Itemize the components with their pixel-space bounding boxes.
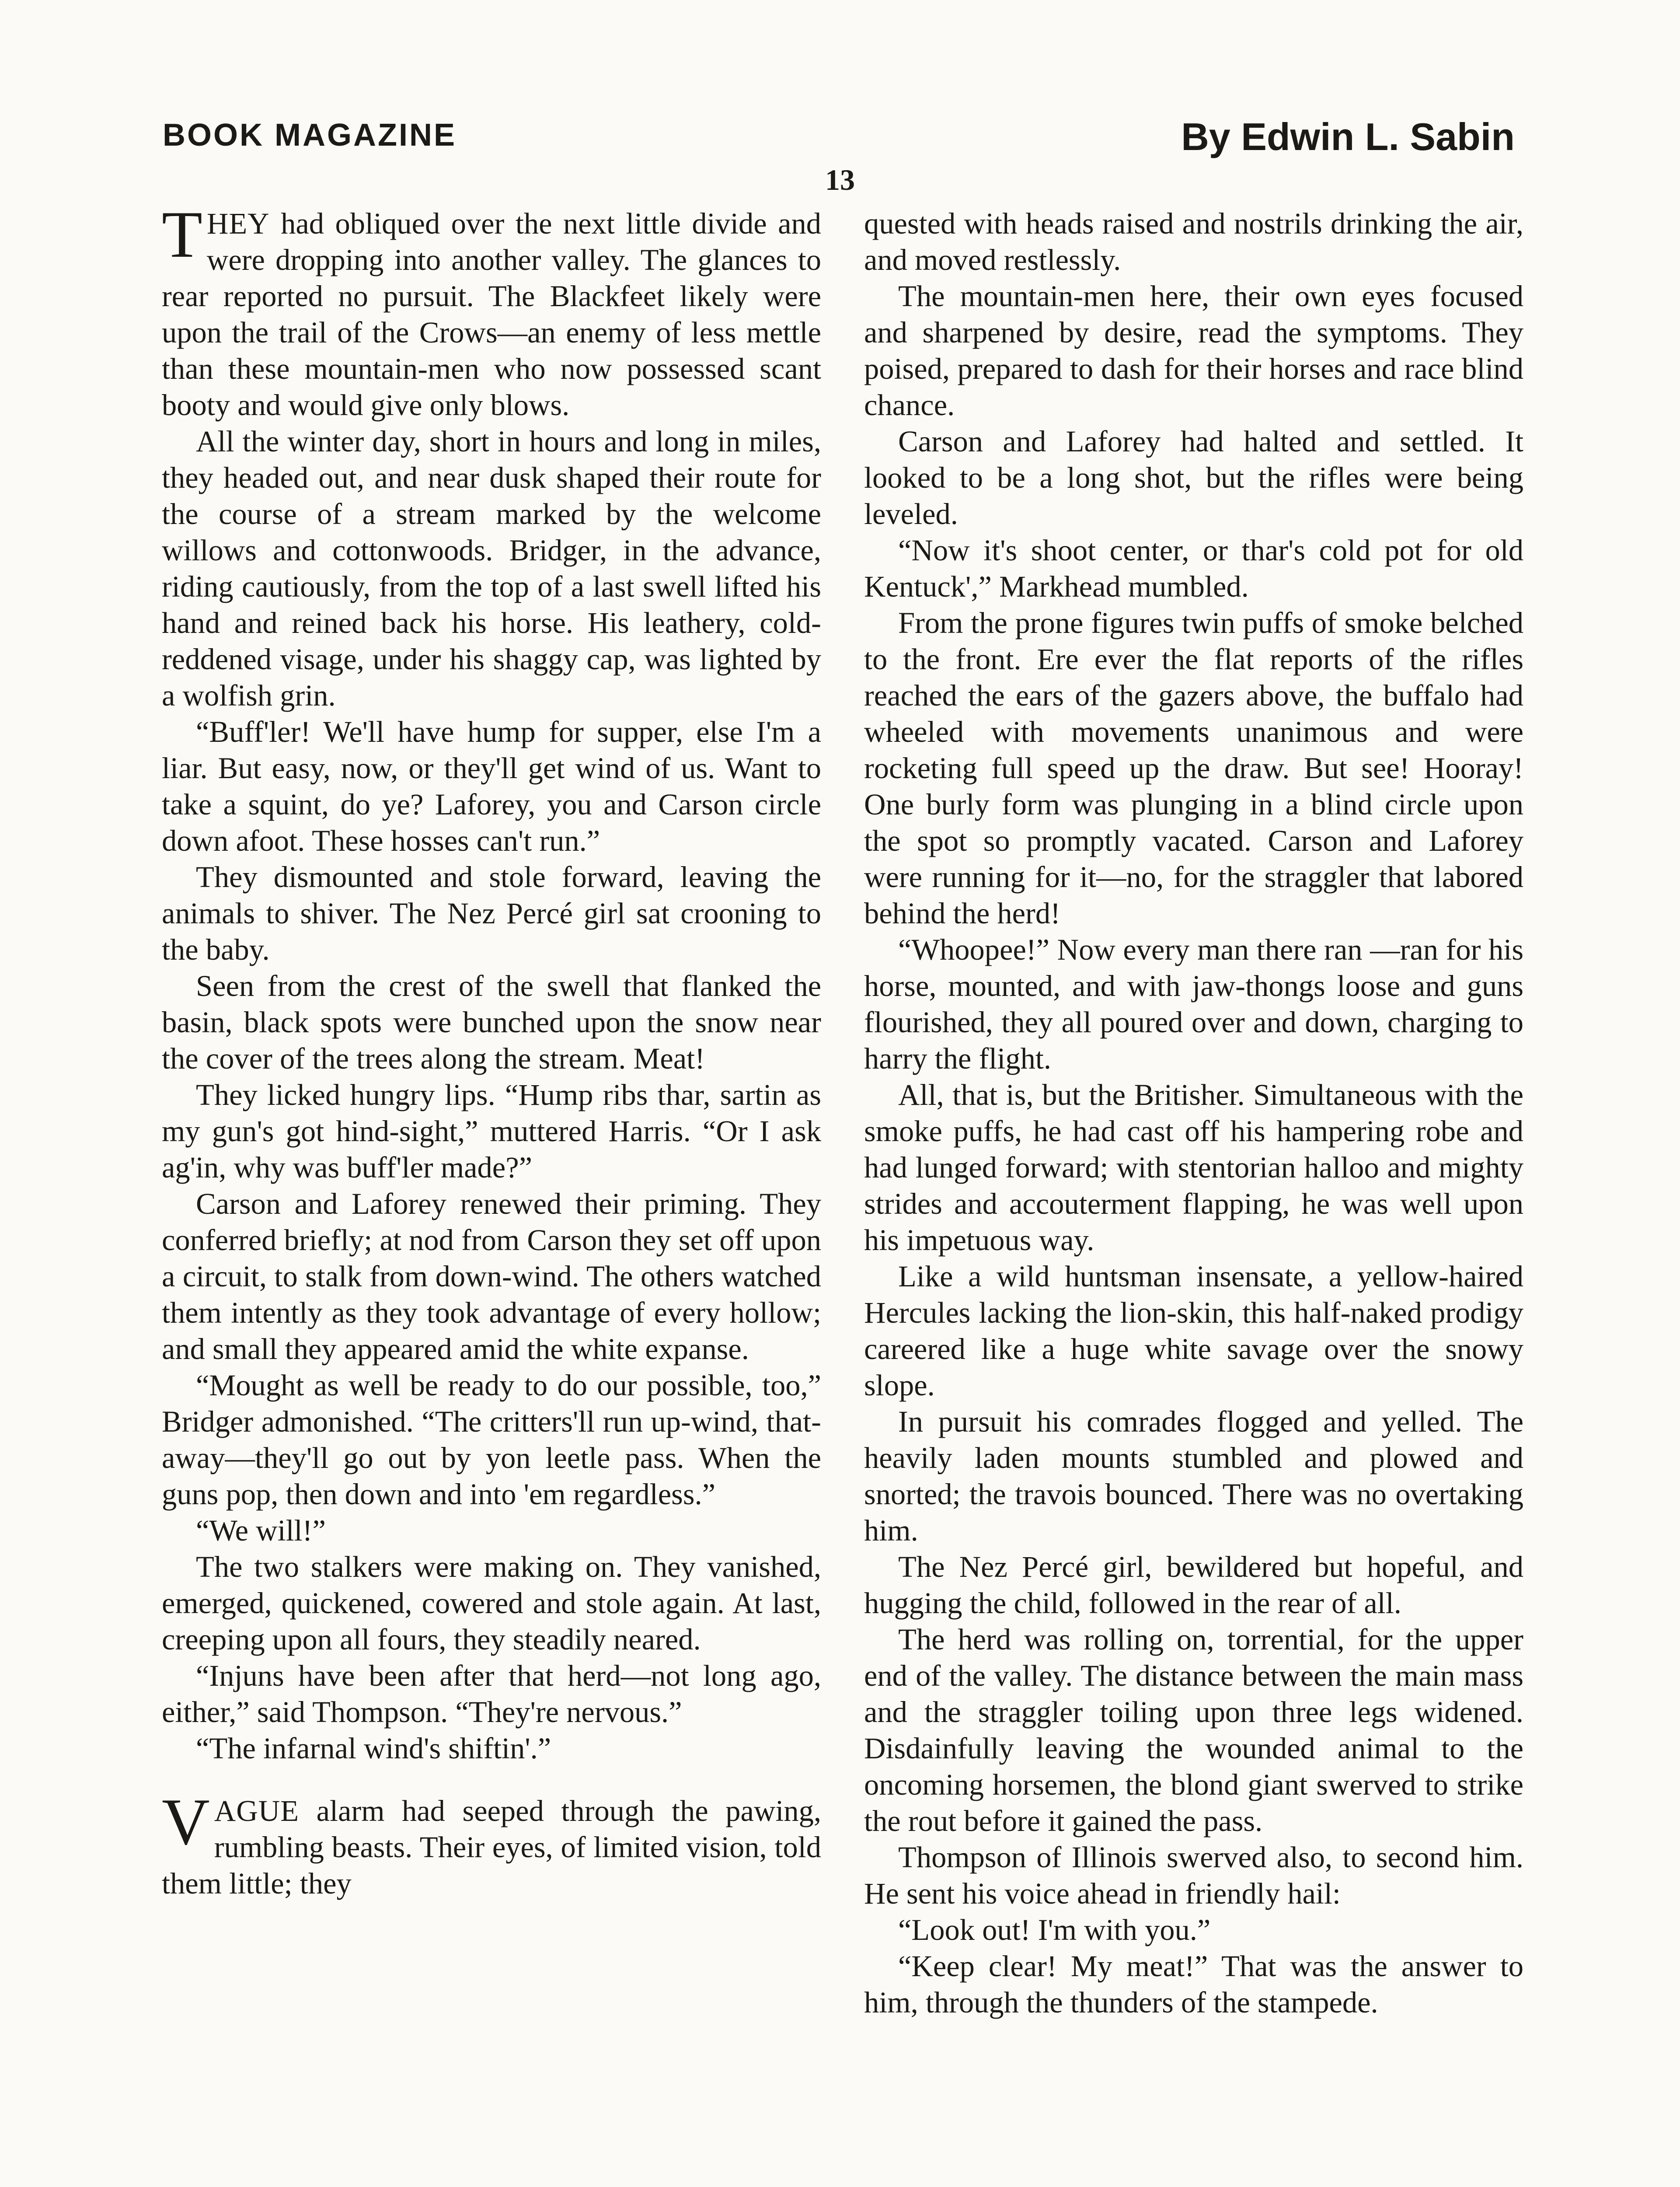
paragraph: They dismounted and stole forward, leaving the animals to shiver. The Nez Percé girl sat crooning to the baby. [162,860,821,966]
paragraph: “Injuns have been after that herd—not long ago, either,” said Thompson. “They're nervous.” [162,1659,821,1729]
paragraph: The herd was rolling on, torrential, for the upper end of the valley. The distance between the main mass and the straggler toiling upon three legs widened. Disdainfully leaving the wounded animal to the oncoming horsemen, the blond giant swerved to strike the rout before it gained the pass. [864,1623,1523,1838]
paragraph: The Nez Percé girl, bewildered but hopeful, and hugging the child, followed in the rear of all. [864,1550,1523,1620]
paragraph: quested with heads raised and nostrils drinking the air, and moved restlessly. [864,207,1523,276]
magazine-title: BOOK MAGAZINE [163,118,457,153]
drop-cap: V [162,1785,210,1859]
paragraph: “Now it's shoot center, or thar's cold pot for old Kentuck',” Markhead mumbled. [864,534,1523,603]
paragraph-text: alarm had seeped through the pawing, rumbling beasts. Their eyes, of limited vision, told them little; they [162,1794,821,1900]
paragraph: “Look out! I'm with you.” [898,1913,1211,1946]
drop-cap: T [162,198,202,271]
left-column [162,198,821,1902]
paragraph: “Mought as well be ready to do our possible, too,” Bridger admonished. “The critters'll run up-wind, that-away—they'll go out by yon leetle pass. When the guns pop, then down and into 'em regardless.” [162,1369,821,1511]
paragraph: Thompson of Illinois swerved also, to second him. He sent his voice ahead in friendly hail: [864,1841,1523,1910]
section-break [162,1767,821,1793]
small-caps-opening: HEY [206,207,270,240]
paragraph: The two stalkers were making on. They vanished, emerged, quickened, cowered and stole again. At last, creeping upon all fours, they steadily neared. [162,1550,821,1656]
paragraph: All, that is, but the Britisher. Simultaneous with the smoke puffs, he had cast off his hampering robe and had lunged forward; with stentorian halloo and mighty strides and accouterment flapping, he was well upon his impetuous way. [864,1078,1523,1257]
paragraph: Carson and Laforey had halted and settled. It looked to be a long shot, but the rifles were being leveled. [864,425,1523,531]
paragraph: The mountain-men here, their own eyes focused and sharpened by desire, read the symptoms. They poised, prepared to dash for their horses and race blind chance. [864,279,1523,422]
paragraph: “The infarnal wind's shiftin'.” [196,1732,551,1765]
author-byline: By Edwin L. Sabin [1181,115,1515,158]
right-column [864,206,1523,2021]
paragraph [162,198,821,423]
paragraph: From the prone figures twin puffs of smoke belched to the front. Ere ever the flat reports of the rifles reached the ears of the gazers above, the buffalo had wheeled with movements unanimous and were rocketing full speed up the draw. But see! Hooray! One burly form was plunging in a blind circle upon the spot so promptly vacated. Carson and Laforey were running for it—no, for the straggler that labored behind the herd! [864,606,1523,930]
small-caps-opening: AGUE [214,1794,300,1827]
paragraph: In pursuit his comrades flogged and yelled. The heavily laden mounts stumbled and plowed and snorted; the travois bounced. There was no overtaking him. [864,1405,1523,1547]
paragraph: “Whoopee!” Now every man there ran —ran for his horse, mounted, and with jaw-thongs loose and guns flourished, they all poured over and down, charging to harry the flight. [864,933,1523,1075]
paragraph: Like a wild huntsman insensate, a yellow-haired Hercules lacking the lion-skin, this half-naked prodigy careered like a huge white savage over the snowy slope. [864,1260,1523,1402]
paragraph [162,1785,821,1902]
paragraph: They licked hungry lips. “Hump ribs thar, sartin as my gun's got hind-sight,” muttered Harris. “Or I ask ag'in, why was buff'ler made?” [162,1078,821,1184]
paragraph-text: had obliqued over the next little divide and were dropping into another valley. The glances to rear reported no pursuit. The Blackfeet likely were upon the trail of the Crows—an enemy of less mettle than these mountain-men who now possessed scant booty and would give only blows. [162,207,821,422]
page-number: 13 [825,163,855,196]
paragraph: “Keep clear! My meat!” That was the answer to him, through the thunders of the stampede. [864,1949,1523,2019]
paragraph: All the winter day, short in hours and long in miles, they headed out, and near dusk shaped their route for the course of a stream marked by the welcome willows and cottonwoods. Bridger, in the advance, riding cautiously, from the top of a last swell lifted his hand and reined back his horse. His leathery, cold-reddened visage, under his shaggy cap, was lighted by a wolfish grin. [162,425,821,712]
paragraph: “We will!” [196,1514,326,1547]
paragraph: Seen from the crest of the swell that flanked the basin, black spots were bunched upon the snow near the cover of the trees along the stream. Meat! [162,969,821,1075]
paragraph: Carson and Laforey renewed their priming. They conferred briefly; at nod from Carson they set off upon a circuit, to stalk from down-wind. The others watched them intently as they took advantage of every hollow; and small they appeared amid the white expanse. [162,1187,821,1366]
paragraph: “Buff'ler! We'll have hump for supper, else I'm a liar. But easy, now, or they'll get wind of us. Want to take a squint, do ye? Laforey, you and Carson circle down afoot. These hosses can't run.” [162,715,821,857]
